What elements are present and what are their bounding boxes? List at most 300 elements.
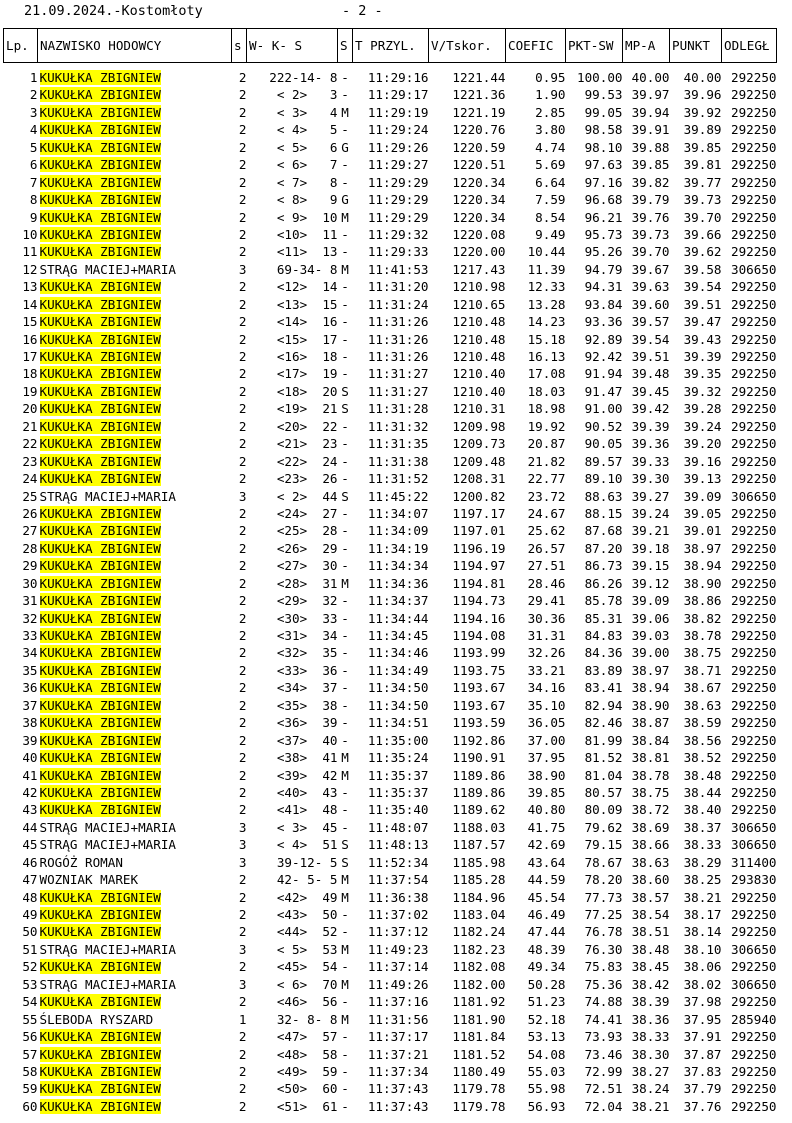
cell-mp-a: 39.36 — [631, 436, 670, 452]
breeder-name: STRĄG MACIEJ+MARIA — [39, 976, 176, 992]
cell-sex: S — [341, 837, 349, 853]
breeder-name: STRĄG MACIEJ+MARIA — [39, 837, 176, 853]
cell-sex: - — [341, 226, 349, 242]
cell-arrival-time: 11:35:40 — [367, 802, 429, 818]
cell-mp-a: 38.48 — [631, 941, 670, 957]
cell-odleglosc: 292250 — [731, 628, 777, 643]
cell-odleglosc: 292250 — [731, 662, 777, 678]
cell-wks: <13> 15 — [276, 296, 338, 312]
cell-lp: 15 — [22, 314, 38, 330]
cell-s: 2 — [238, 1046, 247, 1062]
cell-wks: <44> 52 — [276, 924, 338, 940]
cell-mp-a: 38.39 — [631, 994, 670, 1010]
cell-punkt: 39.47 — [683, 314, 722, 330]
column-header-wks: W- K- S — [247, 29, 338, 63]
column-header-time: T PRZYL. — [353, 29, 429, 63]
cell-odleglosc: 311400 — [731, 854, 777, 870]
table-row — [4, 470, 777, 487]
cell-speed: 1193.67 — [452, 697, 506, 713]
table-header-row — [4, 29, 777, 63]
cell-lp: 45 — [22, 837, 38, 853]
table-row — [4, 819, 777, 836]
cell-lp: 56 — [22, 1029, 38, 1045]
table-row — [4, 976, 777, 993]
cell-lp: 5 — [29, 139, 38, 155]
breeder-name: KUKUŁKA ZBIGNIEW — [39, 383, 161, 399]
cell-lp: 1 — [29, 70, 38, 85]
cell-punkt: 37.95 — [683, 1011, 722, 1027]
cell-breeder-name — [38, 767, 232, 784]
cell-coefic: 17.08 — [527, 366, 566, 382]
cell-punkt: 38.21 — [683, 889, 722, 905]
cell-coefic: 32.26 — [527, 645, 566, 661]
cell-pkt-sw: 89.10 — [584, 471, 623, 487]
table-row — [4, 697, 777, 714]
cell-wks: <21> 23 — [276, 436, 338, 452]
cell-wks: <16> 18 — [276, 349, 338, 364]
cell-punkt: 38.86 — [683, 593, 722, 609]
cell-s: 2 — [238, 907, 247, 922]
cell-mp-a: 38.54 — [631, 907, 670, 922]
cell-wks: 39-12- 5 — [276, 854, 338, 870]
cell-breeder-name — [38, 453, 232, 470]
cell-sex: S — [341, 383, 349, 399]
cell-punkt: 39.13 — [683, 471, 722, 487]
cell-lp: 35 — [22, 662, 38, 678]
cell-sex: - — [341, 697, 349, 713]
cell-speed: 1183.04 — [452, 907, 506, 922]
cell-breeder-name — [38, 1046, 232, 1063]
cell-arrival-time: 11:34:19 — [367, 540, 429, 556]
cell-mp-a: 39.63 — [631, 279, 670, 295]
cell-pkt-sw: 98.10 — [584, 139, 623, 155]
cell-odleglosc: 292250 — [731, 436, 777, 452]
cell-wks: <31> 34 — [276, 628, 338, 643]
cell-speed: 1209.73 — [452, 436, 506, 452]
breeder-name: KUKUŁKA ZBIGNIEW — [39, 1029, 161, 1045]
cell-breeder-name — [38, 488, 232, 505]
cell-speed: 1193.67 — [452, 680, 506, 696]
cell-s: 2 — [238, 87, 247, 103]
cell-arrival-time: 11:45:22 — [367, 488, 429, 504]
cell-mp-a: 38.72 — [631, 802, 670, 818]
cell-speed: 1210.40 — [452, 366, 506, 382]
cell-wks: <20> 22 — [276, 418, 338, 434]
table-row — [4, 644, 777, 661]
cell-punkt: 38.14 — [683, 924, 722, 940]
breeder-name: KUKUŁKA ZBIGNIEW — [39, 924, 161, 940]
cell-punkt: 39.20 — [683, 436, 722, 452]
cell-speed: 1192.86 — [452, 732, 506, 748]
breeder-name: KUKUŁKA ZBIGNIEW — [39, 715, 161, 731]
cell-breeder-name — [38, 801, 232, 818]
cell-arrival-time: 11:35:00 — [367, 732, 429, 748]
cell-wks: <24> 27 — [276, 505, 338, 521]
table-row — [4, 278, 777, 295]
cell-arrival-time: 11:48:07 — [367, 819, 429, 835]
cell-punkt: 38.67 — [683, 680, 722, 696]
cell-punkt: 38.40 — [683, 802, 722, 818]
cell-mp-a: 39.33 — [631, 453, 670, 469]
breeder-name: KUKUŁKA ZBIGNIEW — [39, 209, 161, 225]
cell-arrival-time: 11:37:43 — [367, 1098, 429, 1114]
cell-lp: 57 — [22, 1046, 38, 1062]
breeder-name: KUKUŁKA ZBIGNIEW — [39, 157, 161, 173]
cell-mp-a: 38.42 — [631, 976, 670, 992]
cell-mp-a: 39.06 — [631, 610, 670, 626]
cell-pkt-sw: 81.04 — [584, 767, 623, 783]
table-row — [4, 1080, 777, 1097]
cell-pkt-sw: 72.04 — [584, 1098, 623, 1114]
cell-odleglosc: 292250 — [731, 349, 777, 364]
cell-coefic: 46.49 — [527, 907, 566, 922]
breeder-name: KUKUŁKA ZBIGNIEW — [39, 802, 161, 818]
cell-breeder-name — [38, 365, 232, 382]
cell-s: 2 — [238, 453, 247, 469]
cell-wks: <10> 11 — [276, 226, 338, 242]
cell-s: 3 — [238, 837, 247, 853]
cell-mp-a: 39.21 — [631, 523, 670, 539]
cell-odleglosc: 292250 — [731, 697, 777, 713]
cell-speed: 1181.84 — [452, 1029, 506, 1045]
cell-pkt-sw: 81.99 — [584, 732, 623, 748]
cell-pkt-sw: 98.58 — [584, 122, 623, 138]
cell-breeder-name — [38, 871, 232, 888]
cell-odleglosc: 292250 — [731, 1081, 777, 1097]
cell-arrival-time: 11:49:23 — [367, 941, 429, 957]
cell-lp: 38 — [22, 715, 38, 731]
cell-mp-a: 39.27 — [631, 488, 670, 504]
cell-pkt-sw: 83.89 — [584, 662, 623, 678]
cell-arrival-time: 11:29:16 — [367, 70, 429, 85]
cell-coefic: 54.08 — [527, 1046, 566, 1062]
breeder-name: KUKUŁKA ZBIGNIEW — [39, 1081, 161, 1097]
cell-speed: 1200.82 — [452, 488, 506, 504]
cell-coefic: 25.62 — [527, 523, 566, 539]
cell-speed: 1194.81 — [452, 575, 506, 591]
cell-sex: - — [341, 1081, 349, 1097]
cell-breeder-name — [38, 104, 232, 121]
cell-coefic: 11.39 — [527, 261, 566, 277]
cell-mp-a: 39.03 — [631, 628, 670, 643]
table-row — [4, 1028, 777, 1045]
cell-speed: 1220.59 — [452, 139, 506, 155]
breeder-name: KUKUŁKA ZBIGNIEW — [39, 296, 161, 312]
cell-arrival-time: 11:29:32 — [367, 226, 429, 242]
column-header-lp: Lp. — [4, 29, 38, 63]
cell-breeder-name — [38, 1080, 232, 1097]
cell-breeder-name — [38, 749, 232, 766]
cell-pkt-sw: 74.88 — [584, 994, 623, 1010]
cell-sex: - — [341, 540, 349, 556]
cell-odleglosc: 292250 — [731, 139, 777, 155]
cell-speed: 1217.43 — [452, 261, 506, 277]
cell-odleglosc: 292250 — [731, 279, 777, 295]
cell-mp-a: 38.75 — [631, 784, 670, 800]
cell-lp: 21 — [22, 418, 38, 434]
cell-sex: - — [341, 1098, 349, 1114]
cell-wks: <49> 59 — [276, 1063, 338, 1079]
cell-speed: 1220.00 — [452, 244, 506, 260]
table-row — [4, 610, 777, 627]
cell-breeder-name — [38, 296, 232, 313]
breeder-name: KUKUŁKA ZBIGNIEW — [39, 1063, 161, 1079]
cell-pkt-sw: 91.47 — [584, 383, 623, 399]
cell-coefic: 0.95 — [535, 70, 566, 85]
breeder-name: KUKUŁKA ZBIGNIEW — [39, 401, 161, 417]
cell-wks: <40> 43 — [276, 784, 338, 800]
cell-lp: 13 — [22, 279, 38, 295]
cell-lp: 27 — [22, 523, 38, 539]
cell-punkt: 39.01 — [683, 523, 722, 539]
cell-mp-a: 38.97 — [631, 662, 670, 678]
table-row — [4, 923, 777, 940]
table-row — [4, 331, 777, 348]
cell-pkt-sw: 72.51 — [584, 1081, 623, 1097]
page-number: - 2 - — [342, 3, 383, 19]
cell-mp-a: 39.12 — [631, 575, 670, 591]
cell-breeder-name — [38, 86, 232, 103]
cell-pkt-sw: 86.26 — [584, 575, 623, 591]
cell-punkt: 40.00 — [683, 70, 722, 85]
cell-mp-a: 39.51 — [631, 349, 670, 364]
cell-s: 2 — [238, 104, 247, 120]
cell-punkt: 39.85 — [683, 139, 722, 155]
cell-sex: - — [341, 279, 349, 295]
cell-pkt-sw: 79.15 — [584, 837, 623, 853]
cell-arrival-time: 11:31:24 — [367, 296, 429, 312]
cell-coefic: 27.51 — [527, 558, 566, 574]
cell-arrival-time: 11:37:16 — [367, 994, 429, 1010]
cell-odleglosc: 306650 — [731, 488, 777, 504]
table-row — [4, 1063, 777, 1080]
cell-punkt: 37.79 — [683, 1081, 722, 1097]
cell-arrival-time: 11:37:54 — [367, 872, 429, 888]
cell-wks: <36> 39 — [276, 715, 338, 731]
cell-sex: - — [341, 628, 349, 643]
cell-pkt-sw: 82.46 — [584, 715, 623, 731]
cell-speed: 1210.98 — [452, 279, 506, 295]
table-row — [4, 784, 777, 801]
cell-breeder-name — [38, 662, 232, 679]
cell-punkt: 38.02 — [683, 976, 722, 992]
cell-pkt-sw: 90.05 — [584, 436, 623, 452]
cell-coefic: 41.75 — [527, 819, 566, 835]
cell-sex: M — [341, 872, 349, 888]
column-header-pkt-sw: PKT-SW — [566, 29, 623, 63]
cell-lp: 22 — [22, 436, 38, 452]
column-header-name: NAZWISKO HODOWCY — [38, 29, 232, 63]
cell-lp: 54 — [22, 994, 38, 1010]
cell-pkt-sw: 73.93 — [584, 1029, 623, 1045]
cell-coefic: 40.80 — [527, 802, 566, 818]
cell-pkt-sw: 96.68 — [584, 192, 623, 208]
cell-odleglosc: 292250 — [731, 593, 777, 609]
cell-punkt: 39.24 — [683, 418, 722, 434]
cell-coefic: 48.39 — [527, 941, 566, 957]
cell-s: 2 — [238, 244, 247, 260]
cell-breeder-name — [38, 313, 232, 330]
table-row — [4, 418, 777, 435]
cell-s: 2 — [238, 575, 247, 591]
breeder-name: KUKUŁKA ZBIGNIEW — [39, 70, 161, 85]
cell-punkt: 39.54 — [683, 279, 722, 295]
breeder-name: STRĄG MACIEJ+MARIA — [39, 941, 176, 957]
cell-breeder-name — [38, 906, 232, 923]
cell-coefic: 35.10 — [527, 697, 566, 713]
column-header-odleglosc: ODLEGŁ — [722, 29, 777, 63]
cell-lp: 44 — [22, 819, 38, 835]
cell-pkt-sw: 77.25 — [584, 907, 623, 922]
cell-sex: - — [341, 1063, 349, 1079]
cell-sex: M — [341, 104, 349, 120]
cell-sex: - — [341, 174, 349, 190]
cell-wks: <25> 28 — [276, 523, 338, 539]
breeder-name: KUKUŁKA ZBIGNIEW — [39, 331, 161, 347]
cell-mp-a: 38.90 — [631, 697, 670, 713]
cell-s: 2 — [238, 226, 247, 242]
breeder-name: KUKUŁKA ZBIGNIEW — [39, 314, 161, 330]
breeder-name: KUKUŁKA ZBIGNIEW — [39, 593, 161, 609]
cell-s: 3 — [238, 854, 247, 870]
cell-sex: - — [341, 70, 349, 85]
cell-arrival-time: 11:37:43 — [367, 1081, 429, 1097]
cell-s: 2 — [238, 645, 247, 661]
cell-coefic: 37.00 — [527, 732, 566, 748]
cell-arrival-time: 11:31:28 — [367, 401, 429, 417]
breeder-name: KUKUŁKA ZBIGNIEW — [39, 1098, 161, 1114]
cell-odleglosc: 292250 — [731, 174, 777, 190]
breeder-name: KUKUŁKA ZBIGNIEW — [39, 662, 161, 678]
cell-mp-a: 39.57 — [631, 314, 670, 330]
cell-pkt-sw: 72.99 — [584, 1063, 623, 1079]
cell-punkt: 39.89 — [683, 122, 722, 138]
cell-sex: - — [341, 662, 349, 678]
cell-sex: M — [341, 261, 349, 277]
table-row — [4, 767, 777, 784]
cell-coefic: 1.90 — [535, 87, 566, 103]
cell-odleglosc: 292250 — [731, 1063, 777, 1079]
cell-wks: < 5> 53 — [276, 941, 338, 957]
cell-coefic: 6.64 — [535, 174, 566, 190]
cell-punkt: 39.28 — [683, 401, 722, 417]
cell-lp: 50 — [22, 924, 38, 940]
cell-pkt-sw: 75.83 — [584, 959, 623, 975]
breeder-name: KUKUŁKA ZBIGNIEW — [39, 87, 161, 103]
cell-odleglosc: 292250 — [731, 209, 777, 225]
cell-coefic: 21.82 — [527, 453, 566, 469]
cell-sex: M — [341, 209, 349, 225]
cell-pkt-sw: 73.46 — [584, 1046, 623, 1062]
breeder-name: KUKUŁKA ZBIGNIEW — [39, 680, 161, 696]
table-row — [4, 732, 777, 749]
cell-breeder-name — [38, 714, 232, 731]
cell-mp-a: 39.94 — [631, 104, 670, 120]
breeder-name: ŚLEBODA RYSZARD — [39, 1011, 154, 1027]
breeder-name: KUKUŁKA ZBIGNIEW — [39, 471, 161, 487]
breeder-name: ROGÓŻ ROMAN — [39, 854, 123, 870]
cell-arrival-time: 11:29:33 — [367, 244, 429, 260]
cell-arrival-time: 11:34:46 — [367, 645, 429, 661]
cell-lp: 20 — [22, 401, 38, 417]
table-row — [4, 993, 777, 1010]
cell-lp: 42 — [22, 784, 38, 800]
column-header-mp-a: MP-A — [623, 29, 670, 63]
column-header-s: s — [232, 29, 247, 63]
cell-pkt-sw: 93.84 — [584, 296, 623, 312]
table-row — [4, 156, 777, 173]
cell-odleglosc: 292250 — [731, 802, 777, 818]
cell-sex: - — [341, 453, 349, 469]
cell-sex: - — [341, 645, 349, 661]
breeder-name: KUKUŁKA ZBIGNIEW — [39, 628, 161, 643]
cell-arrival-time: 11:37:17 — [367, 1029, 429, 1045]
cell-sex: - — [341, 819, 349, 835]
cell-breeder-name — [38, 557, 232, 574]
cell-arrival-time: 11:29:29 — [367, 174, 429, 190]
cell-punkt: 38.25 — [683, 872, 722, 888]
cell-s: 2 — [238, 1063, 247, 1079]
cell-mp-a: 38.63 — [631, 854, 670, 870]
breeder-name: KUKUŁKA ZBIGNIEW — [39, 558, 161, 574]
cell-arrival-time: 11:35:37 — [367, 784, 429, 800]
breeder-name: KUKUŁKA ZBIGNIEW — [39, 174, 161, 190]
cell-mp-a: 39.73 — [631, 226, 670, 242]
table-row — [4, 313, 777, 330]
cell-breeder-name — [38, 435, 232, 452]
cell-arrival-time: 11:37:14 — [367, 959, 429, 975]
cell-mp-a: 38.69 — [631, 819, 670, 835]
cell-arrival-time: 11:34:51 — [367, 715, 429, 731]
cell-mp-a: 39.79 — [631, 192, 670, 208]
cell-mp-a: 38.84 — [631, 732, 670, 748]
cell-lp: 2 — [29, 87, 38, 103]
table-row — [4, 104, 777, 121]
cell-s: 2 — [238, 732, 247, 748]
cell-arrival-time: 11:34:34 — [367, 558, 429, 574]
cell-speed: 1197.17 — [452, 505, 506, 521]
cell-breeder-name — [38, 174, 232, 191]
breeder-name: KUKUŁKA ZBIGNIEW — [39, 645, 161, 661]
cell-arrival-time: 11:34:50 — [367, 680, 429, 696]
table-row — [4, 226, 777, 243]
cell-wks: <18> 20 — [276, 383, 338, 399]
cell-odleglosc: 292250 — [731, 471, 777, 487]
cell-breeder-name — [38, 191, 232, 208]
cell-arrival-time: 11:34:50 — [367, 697, 429, 713]
cell-wks: <12> 14 — [276, 279, 338, 295]
cell-coefic: 18.03 — [527, 383, 566, 399]
cell-odleglosc: 293830 — [731, 872, 777, 888]
cell-pkt-sw: 77.73 — [584, 889, 623, 905]
cell-s: 2 — [238, 1098, 247, 1114]
cell-odleglosc: 306650 — [731, 819, 777, 835]
cell-mp-a: 39.30 — [631, 471, 670, 487]
cell-sex: - — [341, 244, 349, 260]
cell-lp: 4 — [29, 122, 38, 138]
table-row — [4, 383, 777, 400]
cell-wks: < 3> 45 — [276, 819, 338, 835]
cell-odleglosc: 292250 — [731, 1029, 777, 1045]
cell-breeder-name — [38, 889, 232, 906]
cell-mp-a: 39.54 — [631, 331, 670, 347]
table-row — [4, 540, 777, 557]
cell-arrival-time: 11:31:26 — [367, 349, 429, 364]
breeder-name: STRĄG MACIEJ+MARIA — [39, 819, 176, 835]
cell-arrival-time: 11:31:27 — [367, 366, 429, 382]
cell-pkt-sw: 78.67 — [584, 854, 623, 870]
cell-s: 2 — [238, 662, 247, 678]
